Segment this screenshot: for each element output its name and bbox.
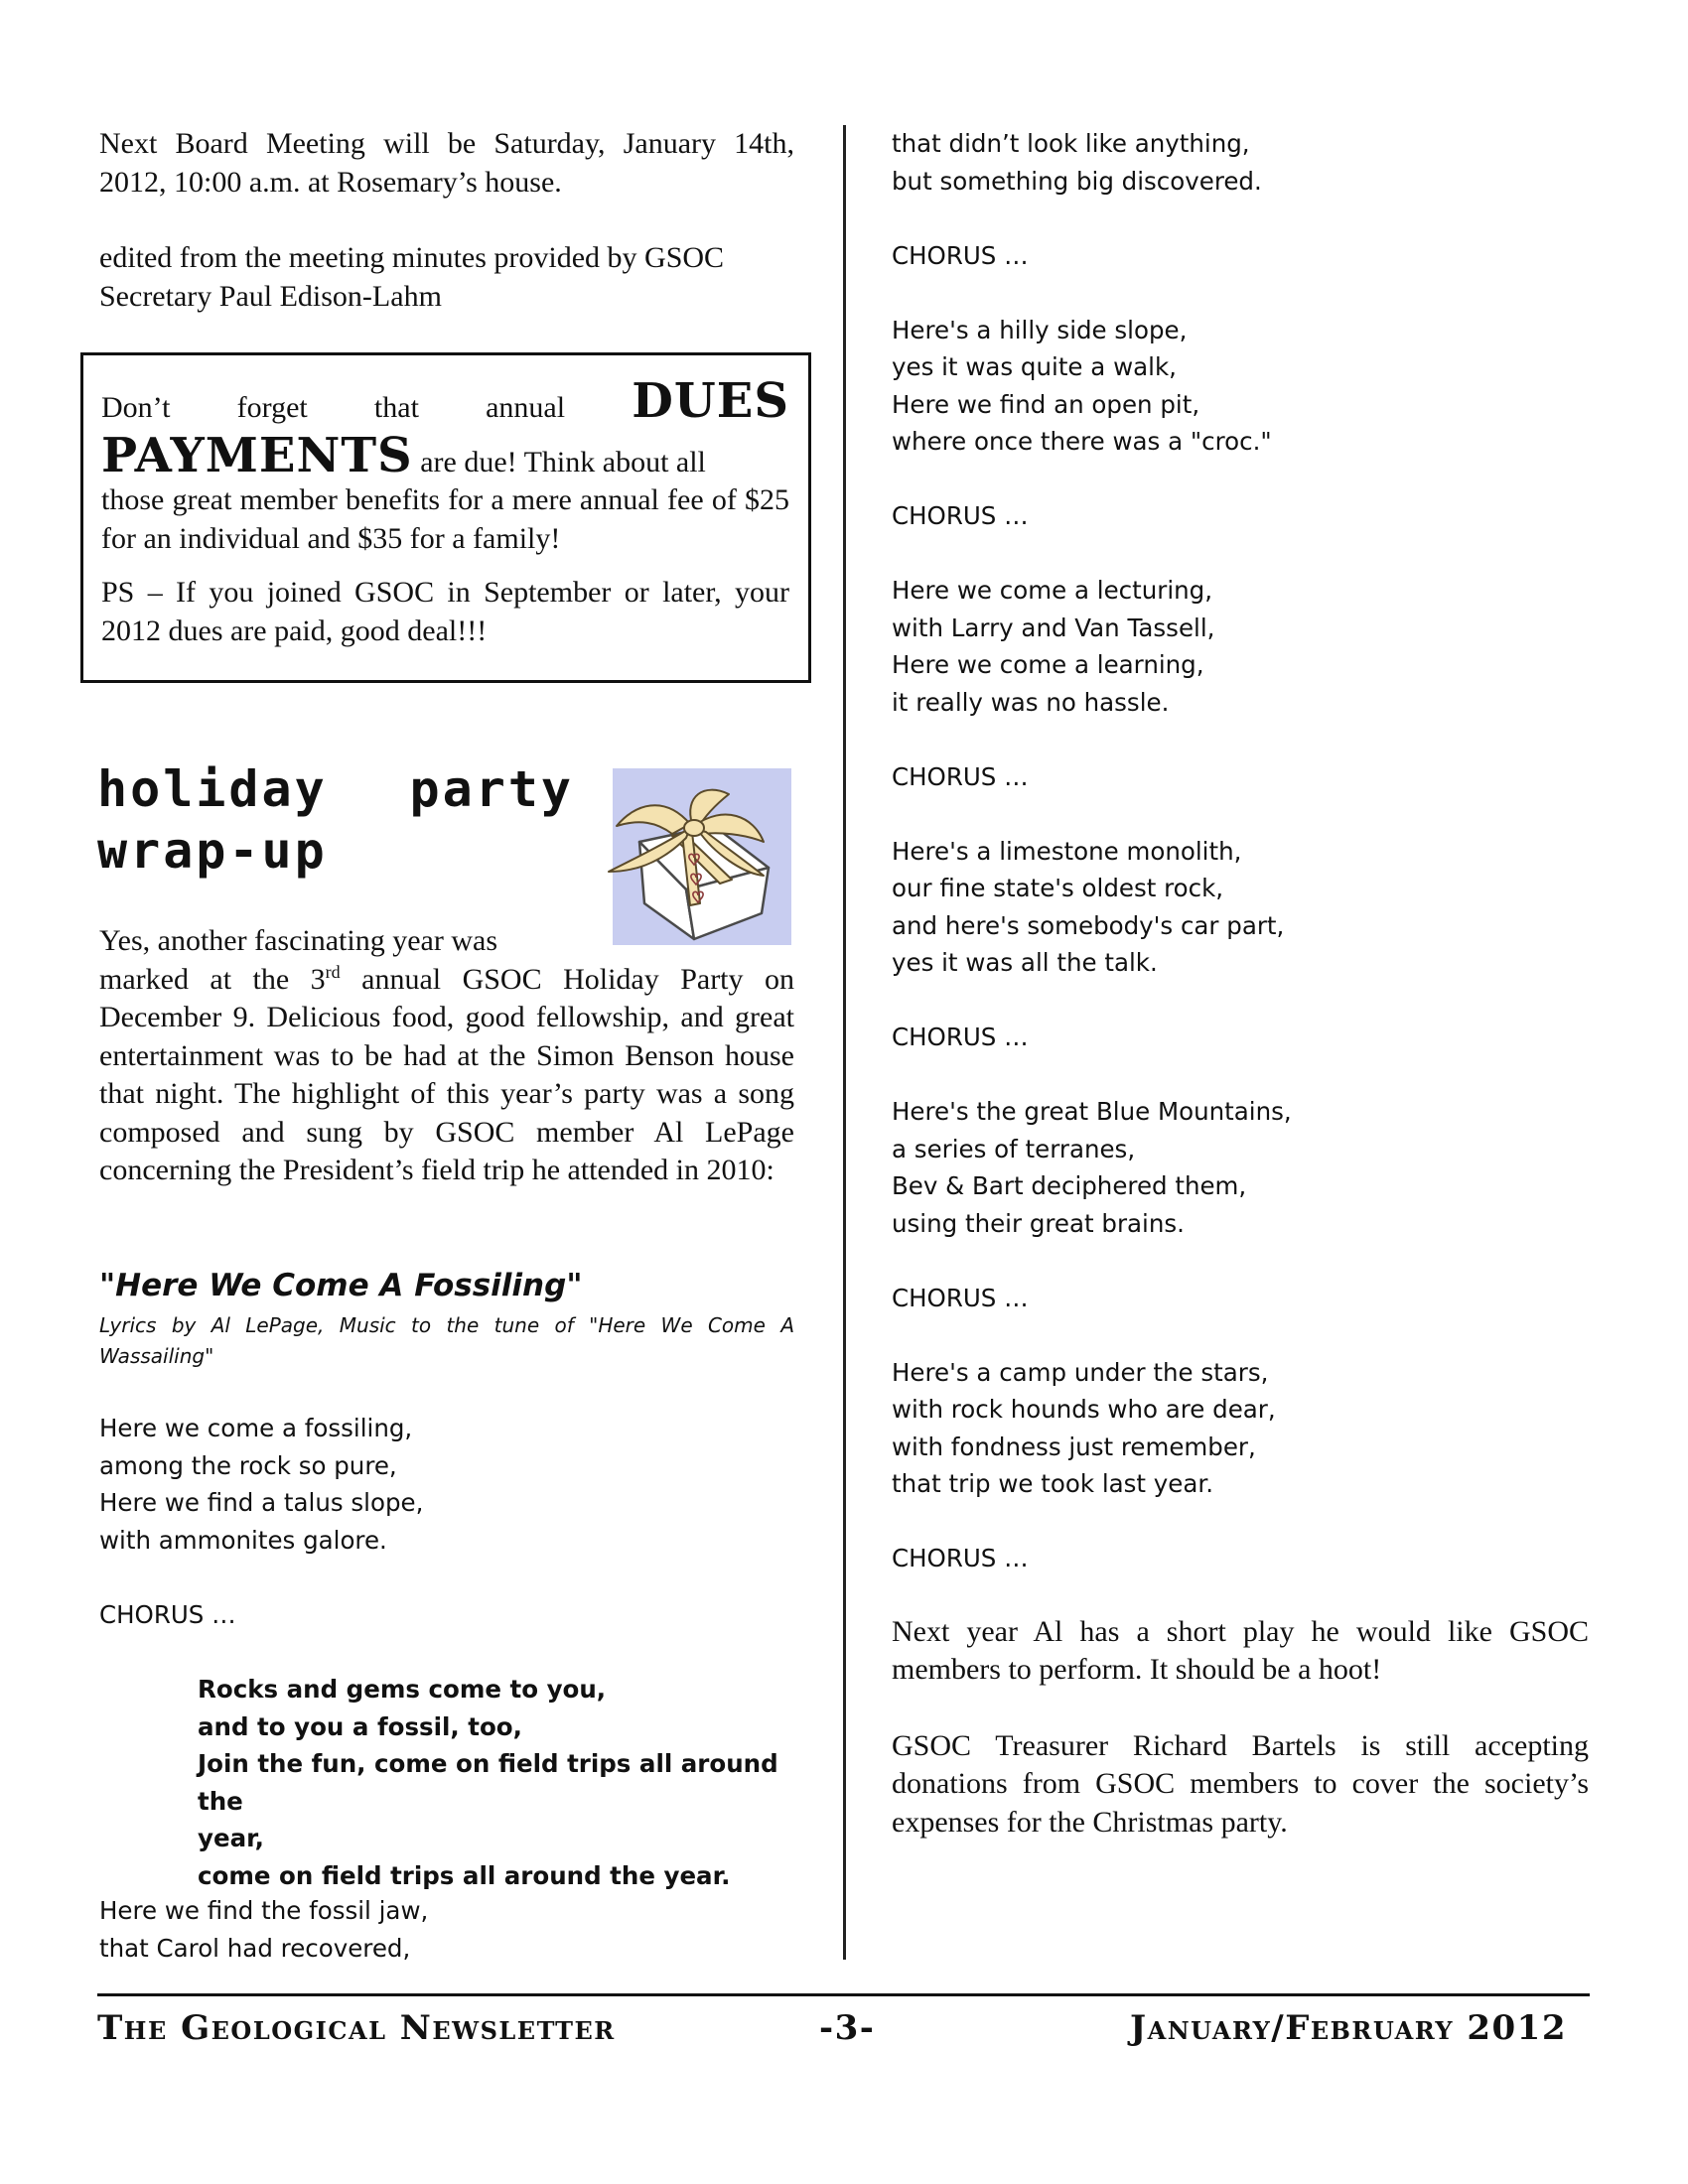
lyric-line: with rock hounds who are dear, [892,1395,1276,1424]
lyric-line: Here's a camp under the stars, [892,1357,1269,1387]
lyrics-left [99,1410,794,1633]
heading-word: holiday [97,760,328,818]
lyric-line: with Larry and Van Tassell, [892,613,1215,642]
lyric-line: Here we come a fossiling, [99,1414,413,1442]
dues-reminder-box [80,352,811,683]
lyric-line: Here's a limestone monolith, [892,836,1242,866]
heading-word: party [409,760,574,818]
party-first-line: Yes, another fascinating year was [99,924,498,957]
verse-3 [892,312,1589,461]
page-number: -3- [819,2008,876,2048]
lyric-line: that trip we took last year. [892,1469,1214,1498]
lyric-line: using their great brains. [892,1208,1185,1238]
verse-4 [892,572,1589,721]
lyric-line: with fondness just remember, [892,1432,1256,1461]
lyric-line: it really was no hassle. [892,687,1170,717]
dues-ps-text: PS – If you joined GSOC in September or later, your 2012 dues are paid, good deal!!! [101,576,789,647]
chorus-label: CHORUS … [99,1599,236,1629]
chorus-label: CHORUS … [892,501,1029,530]
newsletter-title: The Geological Newsletter [97,2008,616,2048]
chorus-lyrics [198,1671,798,1894]
verse-2-end [892,125,1589,200]
song-credit: Lyrics by Al LePage, Music to the tune of "Here We Come A Wassailing" [99,1313,794,1368]
dues-line-2-text: are due! Think about all [420,445,706,478]
heading-word: wrap-up [97,822,328,880]
gift-box-icon [595,764,793,948]
dues-word: forget [236,391,308,424]
lyric-line: Here we come a lecturing, [892,576,1213,605]
issue-date: January/February 2012 [1130,2008,1567,2048]
lyric-line: Join the fun, come on field trips all around the [198,1749,778,1816]
chorus-label: CHORUS … [892,240,1029,270]
verse-2-start [99,1892,794,1967]
dues-word: annual [486,391,566,424]
right-closing-text [892,1613,1589,1843]
verse-7 [892,1354,1589,1503]
song-title: "Here We Come A Fossiling" [99,1268,583,1303]
dues-word: Don’t [101,391,171,424]
left-column-top [99,125,794,316]
lyric-line: among the rock so pure, [99,1450,397,1480]
lyric-line: Here's a hilly side slope, [892,315,1188,344]
chorus-label: CHORUS … [892,1283,1029,1312]
lyric-line: Bev & Bart deciphered them, [892,1171,1247,1200]
verse-6 [892,1093,1589,1242]
dues-emphasis: DUES [632,373,789,429]
chorus-label: CHORUS … [892,1023,1029,1051]
payments-emphasis: PAYMENTS [101,427,413,483]
lyric-line: come on field trips all around the year. [198,1860,731,1890]
chorus-label: CHORUS … [892,1544,1029,1572]
board-meeting-text: Next Board Meeting will be Saturday, January 14th, 2012, 10:00 a.m. at Rosemary’s house. [99,127,794,199]
minutes-credit-text: edited from the meeting minutes provided by GSOC Secretary Paul Edison-Lahm [99,241,725,313]
ordinal-suffix: rd [325,961,341,982]
column-divider [843,125,846,1960]
lyric-line: year, [198,1824,264,1852]
lyric-line: yes it was all the talk. [892,948,1158,977]
lyric-line: Here we find the fossil jaw, [99,1896,429,1925]
lyric-line: Here we find an open pit, [892,389,1200,419]
lyric-line: where once there was a "croc." [892,427,1272,456]
lyrics-right [892,125,1589,1577]
dues-line-2 [101,427,789,483]
page-footer [97,2003,1567,2053]
lyric-line: our fine state's oldest rock, [892,874,1224,902]
holiday-party-heading [97,758,574,882]
party-body-text: annual GSOC Holiday Party on December 9. Delicious food, good fellowship, and great entertainment was to be had at the Simon Benson house that night. The highlight of this year’s party was a song composed and sung by GSOC member Al LePage concerning the President’s field trip he attended in 2010: [99,962,794,1186]
lyric-line: Here's the great Blue Mountains, [892,1097,1292,1126]
next-year-text: Next year Al has a short play he would like GSOC members to perform. It should be a hoot! [892,1614,1589,1686]
treasurer-text: GSOC Treasurer Richard Bartels is still accepting donations from GSOC members to cover the society’s expenses for the Christmas party. [892,1728,1589,1839]
lyric-line: with ammonites galore. [99,1525,387,1555]
lyric-line: that didn’t look like anything, [892,129,1250,158]
right-column [892,125,1589,1842]
verse-5 [892,833,1589,982]
lyric-line: and to you a fossil, too, [198,1711,522,1741]
chorus-label: CHORUS … [892,761,1029,791]
lyric-line: but something big discovered. [892,166,1262,196]
dues-line-1 [101,373,789,429]
party-body [99,961,794,1190]
lyric-line: a series of terranes, [892,1134,1136,1163]
footer-rule [97,1993,1590,1996]
lyric-line: yes it was quite a walk, [892,352,1177,381]
dues-benefits-text: those great member benefits for a mere annual fee of $25 for an individual and $35 for a family! [101,483,789,555]
party-article [99,922,794,1190]
lyric-line: Here we come a learning, [892,650,1204,679]
lyric-line: Here we find a talus slope, [99,1488,424,1517]
lyric-line: Rocks and gems come to you, [198,1675,607,1704]
lyric-line: that Carol had recovered, [99,1933,411,1963]
lyric-line: and here's somebody's car part, [892,910,1285,940]
party-body-text: marked at the 3 [99,962,326,996]
dues-word: that [373,391,419,424]
verse-1 [99,1410,794,1559]
